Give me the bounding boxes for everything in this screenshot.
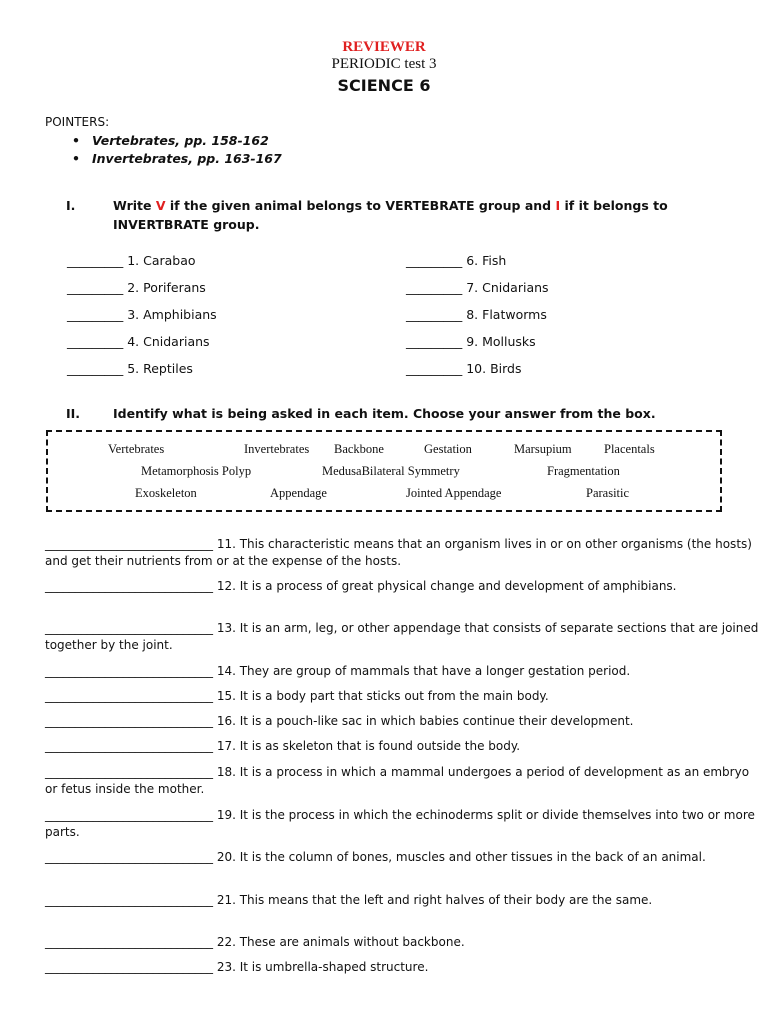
pointers-label: POINTERS: [45,115,110,129]
section-2-number: II. [66,406,81,421]
match-item: _________ 8. Flatworms [406,307,547,322]
section-1-number: I. [66,198,76,213]
letter-i: I [555,198,561,213]
document-title: REVIEWER [342,39,426,55]
question-item: ____________________________ 20. It is the column of bones, muscles and other tissues in the back of an animal. [45,850,706,864]
question-item: ____________________________ 18. It is a process in which a mammal undergoes a period of development as an embryo or fetus inside the mother. [45,765,750,796]
word-bank-item: Marsupium [514,442,572,456]
question-item: ____________________________ 11. This characteristic means that an organism lives in or on other organisms (the hosts) and get their nutrients from or at the expense of the hosts. [45,537,752,568]
section-1-instructions: Write V if the given animal belongs to VERTEBRATE group and I if it belongs to [113,198,668,213]
match-item: _________ 7. Cnidarians [406,280,549,295]
match-item: _________ 10. Birds [406,361,522,376]
word-bank-item: Gestation [424,442,472,456]
question-item: ____________________________ 12. It is a process of great physical change and development of amphibians. [45,579,677,593]
subject-heading: SCIENCE 6 [337,76,431,95]
word-bank-item: Placentals [604,442,655,456]
pointer-item: • Invertebrates, pp. 163-167 [72,151,282,166]
question-item: ____________________________ 16. It is a pouch-like sac in which babies continue their development. [45,714,634,728]
section-2-instructions: Identify what is being asked in each item. Choose your answer from the box. [113,406,656,421]
section-1-instructions-line2: INVERTBRATE group. [113,217,260,232]
question-item: ____________________________ 23. It is umbrella-shaped structure. [45,960,429,974]
question-item: ____________________________ 13. It is an arm, leg, or other appendage that consists of separate sections that are joined together by the joint. [45,621,759,652]
match-item: _________ 4. Cnidarians [67,334,210,349]
word-bank-item: MedusaBilateral Symmetry [322,464,460,478]
word-bank-item: Fragmentation [547,464,620,478]
match-item: _________ 3. Amphibians [67,307,217,322]
question-item: ____________________________ 15. It is a body part that sticks out from the main body. [45,689,549,703]
question-item: ____________________________ 17. It is as skeleton that is found outside the body. [45,739,521,753]
word-bank-item: Invertebrates [244,442,310,456]
word-bank-item: Jointed Appendage [406,486,502,500]
match-item: _________ 9. Mollusks [406,334,536,349]
word-bank-item: Exoskeleton [135,486,197,500]
match-item: _________ 2. Poriferans [67,280,206,295]
word-bank-item: Appendage [270,486,327,500]
bullet-icon: • [72,151,80,166]
match-item: _________ 1. Carabao [67,253,196,268]
match-item: _________ 6. Fish [406,253,507,268]
word-bank-item: Parasitic [586,486,630,500]
question-item: ____________________________ 22. These are animals without backbone. [45,935,465,949]
word-bank-item: Vertebrates [108,442,165,456]
match-item: _________ 5. Reptiles [67,361,193,376]
word-bank-box [46,430,722,512]
document-subtitle: PERIODIC test 3 [331,56,437,72]
pointer-item: • Vertebrates, pp. 158-162 [72,133,269,148]
word-bank-item: Metamorphosis Polyp [141,464,252,478]
question-item: ____________________________ 14. They are group of mammals that have a longer gestation period. [45,664,631,678]
question-item: ____________________________ 21. This means that the left and right halves of their body are the same. [45,893,653,907]
bullet-icon: • [72,133,80,148]
word-bank-item: Backbone [334,442,384,456]
question-item: ____________________________ 19. It is the process in which the echinoderms split or divide themselves into two or more parts. [45,808,755,839]
letter-v: V [155,198,166,213]
